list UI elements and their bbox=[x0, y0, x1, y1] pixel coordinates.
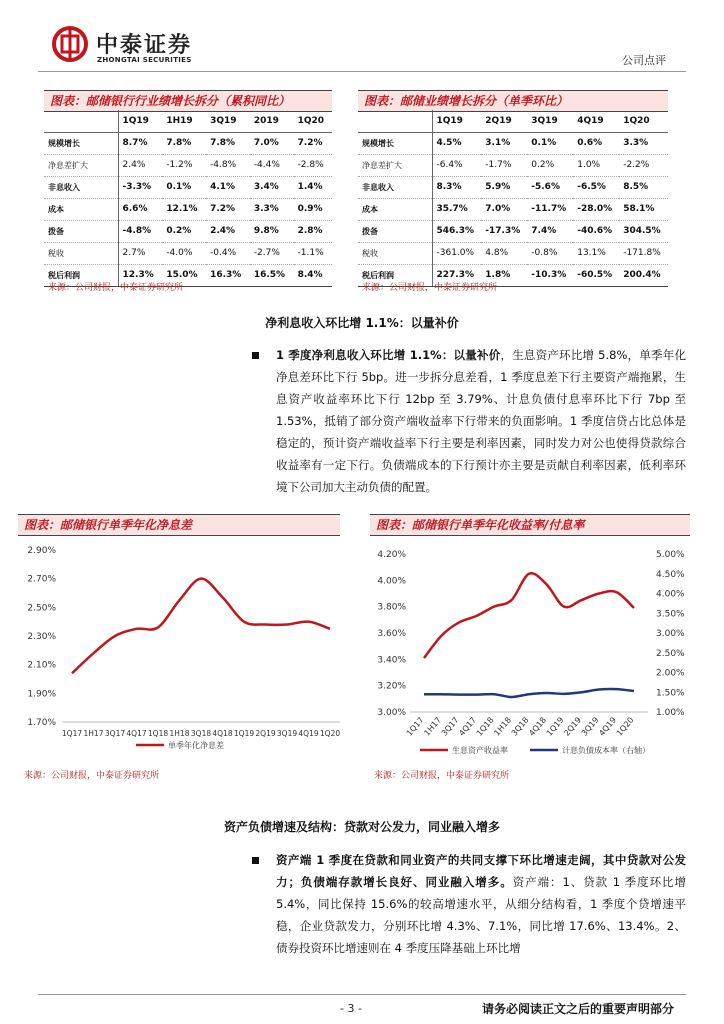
y-right-tick-label: 3.50% bbox=[656, 609, 685, 620]
report-type: 公司点评 bbox=[622, 54, 666, 67]
row-label: 净息差扩大 bbox=[358, 154, 432, 176]
table-cell: -1.7% bbox=[481, 154, 527, 176]
y-left-tick-label: 3.80% bbox=[377, 602, 406, 613]
x-tick-label: 4Q19 bbox=[597, 715, 619, 738]
table-cell: 8.3% bbox=[432, 176, 481, 198]
table-cell: 9.8% bbox=[250, 220, 294, 242]
section1-title: 净利息收入环比增 1.1%：以量补价 bbox=[265, 316, 459, 330]
header-corner bbox=[44, 110, 118, 132]
row-label: 税收 bbox=[44, 242, 118, 264]
table-cell: 3.4% bbox=[250, 176, 294, 198]
table-row bbox=[44, 220, 332, 242]
column-header: 1Q20 bbox=[294, 110, 332, 132]
y-tick-label: 1.90% bbox=[27, 689, 56, 700]
table-cell: 0.9% bbox=[294, 198, 332, 220]
table-row bbox=[44, 242, 332, 264]
chart1-svg bbox=[18, 538, 348, 760]
x-tick-label: 1Q17 bbox=[61, 729, 83, 738]
table-cell: -2.8% bbox=[294, 154, 332, 176]
y-right-tick-label: 2.00% bbox=[656, 668, 685, 679]
column-header: 1H19 bbox=[162, 110, 206, 132]
table-cell: 8.5% bbox=[619, 176, 668, 198]
table2-header-row bbox=[358, 110, 668, 132]
section2-lead: 资产端 1 季度在贷款和同业资产的共同支撑下环比增速走阔，其中贷款对公发力；负债端存款增长良好、同业融入增多。 bbox=[276, 853, 686, 889]
x-tick-label: 3Q18 bbox=[509, 715, 531, 738]
table1-header-row bbox=[44, 110, 332, 132]
table-row bbox=[358, 220, 668, 242]
y-right-tick-label: 2.50% bbox=[656, 648, 685, 659]
table1-title: 图表：邮储银行行业绩增长拆分（累积同比） bbox=[44, 90, 332, 112]
company-name-cn: 中泰证券 bbox=[96, 33, 193, 58]
table-cell: 7.4% bbox=[527, 220, 573, 242]
y-tick-label: 1.70% bbox=[27, 718, 56, 728]
table-cell: 7.8% bbox=[162, 132, 206, 154]
y-left-tick-label: 4.00% bbox=[377, 576, 406, 587]
table-cell: 200.4% bbox=[619, 264, 668, 286]
table-cell: 4.5% bbox=[432, 132, 481, 154]
table-row bbox=[358, 242, 668, 264]
row-label: 规模增长 bbox=[44, 132, 118, 154]
table-cell: 7.2% bbox=[206, 198, 250, 220]
table-cell: 1.8% bbox=[481, 264, 527, 286]
table-cell: 5.9% bbox=[481, 176, 527, 198]
table2-growth-quarterly bbox=[358, 110, 668, 287]
table-cell: 546.3% bbox=[432, 220, 481, 242]
x-tick-label: 3Q19 bbox=[579, 715, 601, 738]
y-tick-label: 2.10% bbox=[27, 660, 56, 671]
table-cell: 2.7% bbox=[118, 242, 162, 264]
table-cell: 0.1% bbox=[527, 132, 573, 154]
table-cell: -4.4% bbox=[250, 154, 294, 176]
header-corner bbox=[358, 110, 432, 132]
table-cell: 227.3% bbox=[432, 264, 481, 286]
table-cell: -171.8% bbox=[619, 242, 668, 264]
x-tick-label: 4Q17 bbox=[457, 715, 479, 738]
y-left-tick-label: 3.40% bbox=[377, 655, 406, 666]
table-cell: 12.1% bbox=[162, 198, 206, 220]
table-row bbox=[44, 198, 332, 220]
table-cell: 2.8% bbox=[294, 220, 332, 242]
table-cell: 58.1% bbox=[619, 198, 668, 220]
chart1-source: 来源：公司财报，中泰证券研究所 bbox=[24, 771, 160, 781]
table-row bbox=[44, 154, 332, 176]
x-tick-label: 1Q20 bbox=[319, 729, 341, 738]
y-right-tick-label: 5.00% bbox=[656, 550, 685, 560]
table-cell: 8.7% bbox=[118, 132, 162, 154]
legend-label-liability-cost: 计息负债成本率（右轴） bbox=[562, 746, 650, 755]
section1-body: ，生息资产环比增 5.8%，单季年化净息差环比下行 5bp。进一步拆分息差看，1 季度息差下行主要资产端拖累，生息资产收益率环比下行 12bp 至 3.79%、计息负债付息率环比下行 7bp 至 1.53%，抵销了部分资产端收益率下行带来的负面影响。1 季度信贷占比总体是稳定的，预计资产端收益率下行主要是利率因素，同时发力对公也使得贷款综合收益率有一定下行。负债端成本的下行预计亦主要是贡献自利率因素，低利率环境下公司加大主动负债的配置。 bbox=[276, 348, 686, 494]
footer-divider bbox=[38, 994, 686, 995]
table1-growth-cumulative bbox=[44, 110, 332, 287]
row-label: 非息收入 bbox=[358, 176, 432, 198]
y-tick-label: 2.70% bbox=[27, 574, 56, 585]
legend-label-asset-yield: 生息资产收益率 bbox=[452, 746, 508, 755]
table-row bbox=[358, 176, 668, 198]
table-cell: -11.7% bbox=[527, 198, 573, 220]
table-row bbox=[44, 176, 332, 198]
x-tick-label: 3Q18 bbox=[190, 729, 212, 738]
table-cell: 0.6% bbox=[573, 132, 619, 154]
x-tick-label: 1Q18 bbox=[474, 715, 496, 738]
series-line-liability-cost bbox=[424, 689, 634, 697]
table-cell: 3.1% bbox=[481, 132, 527, 154]
chart2-yield-cost bbox=[370, 538, 700, 760]
row-label: 拨备 bbox=[358, 220, 432, 242]
company-name-en: ZHONGTAI SECURITIES bbox=[97, 56, 192, 64]
table-cell: 12.3% bbox=[118, 264, 162, 286]
table-cell: -17.3% bbox=[481, 220, 527, 242]
zhongtai-logo-icon bbox=[52, 26, 88, 62]
x-tick-label: 3Q17 bbox=[104, 729, 126, 738]
x-tick-label: 2Q19 bbox=[562, 715, 584, 738]
chart2-svg bbox=[370, 538, 700, 760]
table-row bbox=[358, 198, 668, 220]
series-line-nim bbox=[72, 579, 330, 674]
x-tick-label: 4Q18 bbox=[527, 715, 549, 738]
legend-label: 单季年化净息差 bbox=[168, 741, 224, 750]
column-header: 3Q19 bbox=[206, 110, 250, 132]
table-cell: -5.6% bbox=[527, 176, 573, 198]
y-left-tick-label: 3.60% bbox=[377, 629, 406, 639]
page-number: - 3 - bbox=[340, 1002, 362, 1015]
series-line-asset-yield bbox=[424, 573, 634, 658]
table-cell: 3.3% bbox=[619, 132, 668, 154]
bullet-square-icon bbox=[252, 352, 259, 359]
header-divider bbox=[38, 71, 686, 72]
x-tick-label: 4Q17 bbox=[126, 729, 147, 738]
x-tick-label: 4Q19 bbox=[298, 729, 319, 738]
y-tick-label: 2.30% bbox=[27, 632, 56, 642]
column-header: 4Q19 bbox=[573, 110, 619, 132]
footer-disclaimer: 请务必阅读正文之后的重要声明部分 bbox=[481, 1002, 674, 1016]
table-cell: 8.4% bbox=[294, 264, 332, 286]
table-cell: -2.2% bbox=[619, 154, 668, 176]
table-cell: -4.0% bbox=[162, 242, 206, 264]
y-left-tick-label: 4.20% bbox=[377, 550, 406, 560]
table-cell: 7.0% bbox=[250, 132, 294, 154]
x-tick-label: 4Q18 bbox=[212, 729, 233, 738]
table-cell: -361.0% bbox=[432, 242, 481, 264]
section2-paragraph bbox=[276, 849, 686, 959]
table-cell: -1.2% bbox=[162, 154, 206, 176]
table-row bbox=[358, 132, 668, 154]
table-cell: 0.2% bbox=[162, 220, 206, 242]
table-cell: 7.2% bbox=[294, 132, 332, 154]
table-cell: -1.1% bbox=[294, 242, 332, 264]
section1-lead: 1 季度净利息收入环比增 1.1%：以量补价 bbox=[276, 348, 501, 362]
page-header bbox=[0, 0, 724, 72]
column-header: 2019 bbox=[250, 110, 294, 132]
column-header: 3Q19 bbox=[527, 110, 573, 132]
table-cell: 304.5% bbox=[619, 220, 668, 242]
table-cell: 6.6% bbox=[118, 198, 162, 220]
section2-title: 资产负债增速及结构：贷款对公发力，同业融入增多 bbox=[223, 820, 500, 834]
x-tick-label: 3Q19 bbox=[276, 729, 298, 738]
x-tick-label: 2Q19 bbox=[255, 729, 276, 738]
table-cell: -6.5% bbox=[573, 176, 619, 198]
section1-paragraph bbox=[276, 344, 686, 498]
x-tick-label: 1H17 bbox=[422, 715, 444, 738]
table-cell: -10.3% bbox=[527, 264, 573, 286]
table-cell: 0.1% bbox=[162, 176, 206, 198]
table-cell: -60.5% bbox=[573, 264, 619, 286]
row-label: 非息收入 bbox=[44, 176, 118, 198]
table-cell: -4.8% bbox=[118, 220, 162, 242]
row-label: 规模增长 bbox=[358, 132, 432, 154]
x-tick-label: 1H17 bbox=[83, 729, 104, 738]
table-row bbox=[44, 132, 332, 154]
chart2-title: 图表：邮储银行单季年化收益率/付息率 bbox=[370, 514, 690, 536]
x-tick-label: 1Q20 bbox=[614, 715, 636, 738]
table-cell: -40.6% bbox=[573, 220, 619, 242]
bullet-square-icon bbox=[252, 857, 259, 864]
table-cell: 3.3% bbox=[250, 198, 294, 220]
column-header: 1Q19 bbox=[118, 110, 162, 132]
column-header: 2Q19 bbox=[481, 110, 527, 132]
y-right-tick-label: 1.50% bbox=[656, 688, 685, 699]
table1-source: 来源：公司财报，中泰证券研究所 bbox=[48, 283, 184, 293]
chart1-title: 图表：邮储银行单季年化净息差 bbox=[18, 514, 340, 536]
table-cell: 16.3% bbox=[206, 264, 250, 286]
table-row bbox=[358, 154, 668, 176]
table2-source: 来源：公司财报，中泰证券研究所 bbox=[362, 283, 498, 293]
y-right-tick-label: 1.00% bbox=[656, 708, 685, 718]
x-tick-label: 1Q17 bbox=[404, 715, 426, 738]
row-label: 净息差扩大 bbox=[44, 154, 118, 176]
table-cell: 15.0% bbox=[162, 264, 206, 286]
row-label: 税后利润 bbox=[44, 264, 118, 286]
table-cell: 7.8% bbox=[206, 132, 250, 154]
table-cell: -6.4% bbox=[432, 154, 481, 176]
x-tick-label: 1H18 bbox=[169, 729, 190, 738]
table-cell: -0.8% bbox=[527, 242, 573, 264]
row-label: 成本 bbox=[358, 198, 432, 220]
table-cell: -28.0% bbox=[573, 198, 619, 220]
x-tick-label: 1Q19 bbox=[233, 729, 255, 738]
y-left-tick-label: 3.20% bbox=[377, 681, 406, 692]
column-header: 1Q19 bbox=[432, 110, 481, 132]
row-label: 拨备 bbox=[44, 220, 118, 242]
table-cell: -3.3% bbox=[118, 176, 162, 198]
x-tick-label: 3Q17 bbox=[439, 715, 461, 738]
y-right-tick-label: 4.00% bbox=[656, 589, 685, 600]
table-cell: -0.4% bbox=[206, 242, 250, 264]
x-tick-label: 1Q18 bbox=[147, 729, 169, 738]
table-cell: 4.1% bbox=[206, 176, 250, 198]
table-cell: 7.0% bbox=[481, 198, 527, 220]
table-cell: 1.4% bbox=[294, 176, 332, 198]
y-right-tick-label: 3.00% bbox=[656, 629, 685, 639]
table-cell: 35.7% bbox=[432, 198, 481, 220]
table-cell: 13.1% bbox=[573, 242, 619, 264]
row-label: 税后利润 bbox=[358, 264, 432, 286]
column-header: 1Q20 bbox=[619, 110, 668, 132]
table-cell: 0.2% bbox=[527, 154, 573, 176]
table-cell: 2.4% bbox=[206, 220, 250, 242]
section2-body: 资产端：1、贷款 1 季度环比增 5.4%，同比保持 15.6%的较高增速水平，从细分结构看，1 季度个贷增速平稳，企业贷款发力，分别环比增 4.3%、7.1%，同比增 17.6%、13.4%。2、债券投资环比增速则在 4 季度压降基础上环比增 bbox=[276, 875, 686, 955]
table-cell: 1.0% bbox=[573, 154, 619, 176]
y-right-tick-label: 4.50% bbox=[656, 569, 685, 580]
table-cell: 2.4% bbox=[118, 154, 162, 176]
table-cell: 16.5% bbox=[250, 264, 294, 286]
x-tick-label: 1Q19 bbox=[544, 715, 566, 738]
y-left-tick-label: 3.00% bbox=[377, 708, 406, 718]
table-cell: -2.7% bbox=[250, 242, 294, 264]
table-cell: 4.8% bbox=[481, 242, 527, 264]
x-tick-label: 1H18 bbox=[492, 715, 514, 738]
y-tick-label: 2.50% bbox=[27, 603, 56, 614]
table2-title: 图表：邮储业绩增长拆分（单季环比） bbox=[358, 90, 668, 112]
chart1-nim bbox=[18, 538, 348, 760]
table-cell: -4.8% bbox=[206, 154, 250, 176]
chart2-source: 来源：公司财报，中泰证券研究所 bbox=[374, 771, 510, 781]
row-label: 税收 bbox=[358, 242, 432, 264]
y-tick-label: 2.90% bbox=[27, 546, 56, 556]
row-label: 成本 bbox=[44, 198, 118, 220]
